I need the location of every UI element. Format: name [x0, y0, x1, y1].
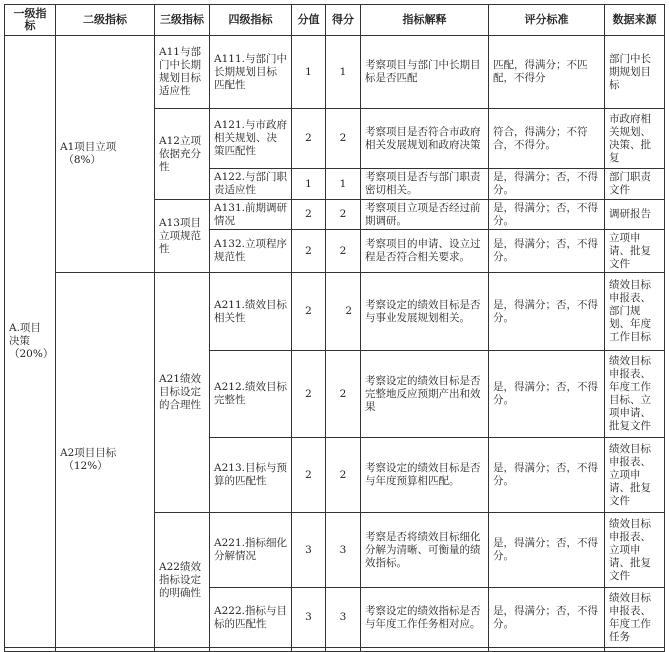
got-cell: 2: [326, 200, 361, 230]
score-cell: 2: [292, 438, 326, 513]
got-cell: 2: [326, 109, 361, 169]
a2-name: A2项目目标: [60, 447, 117, 459]
level4-cell: A213.目标与预算的匹配性: [210, 438, 292, 513]
header-level1: 一级指标: [5, 5, 56, 36]
got-cell: 1: [326, 169, 361, 200]
score-cell: 2: [292, 351, 326, 438]
a1-cell: [56, 36, 155, 273]
source-cell: 市政府相关规划、决策、批复: [605, 109, 665, 169]
criteria-cell: 是，得满分；否，不得分。: [489, 588, 605, 648]
level4-cell: A211.绩效目标相关性: [210, 273, 292, 351]
level4-cell: A212.绩效目标完整性: [210, 351, 292, 438]
explain-cell: 考察设定的绩效指标是否与年度工作任务相对应。: [361, 588, 489, 648]
a22-cell: A22绩效指标设定的明确性: [155, 513, 210, 648]
got-cell: 1: [326, 36, 361, 109]
header-got: 得分: [326, 5, 361, 36]
explain-cell: 考察项目立项是否经过前期调研。: [361, 200, 489, 230]
header-criteria: 评分标准: [489, 5, 605, 36]
level4-cell: A132.立项程序规范性: [210, 230, 292, 273]
score-cell: 1: [292, 169, 326, 200]
a1-name: A1项目立项: [60, 141, 117, 153]
criteria-cell: 匹配，得满分；不匹配，不得分: [489, 36, 605, 109]
score-cell: 2: [292, 230, 326, 273]
header-source: 数据来源: [605, 5, 665, 36]
header-level2: 二级指标: [56, 5, 155, 36]
level4-cell: A221.指标细化分解情况: [210, 513, 292, 588]
a12-cell: A12立项依据充分性: [155, 109, 210, 200]
explain-cell: 考察项目的申请、设立过程是否符合相关要求。: [361, 230, 489, 273]
score-cell: 2: [292, 273, 326, 351]
explain-cell: 考察设定的绩效目标是否与年度预算相匹配。: [361, 438, 489, 513]
a13-cell: A13项目立项规范性: [155, 200, 210, 273]
explain-cell: 考察项目与部门中长期目标是否匹配: [361, 36, 489, 109]
source-cell: 部门职责文件: [605, 169, 665, 200]
got-cell: 3: [326, 588, 361, 648]
a11-cell: A11与部门中长期规划目标适应性: [155, 36, 210, 109]
source-cell: 调研报告: [605, 200, 665, 230]
a2-cell: [56, 273, 155, 648]
level4-cell: A131.前期调研情况: [210, 200, 292, 230]
score-cell: 1: [292, 36, 326, 109]
score-cell: 2: [292, 109, 326, 169]
score-cell: 2: [292, 200, 326, 230]
source-cell: 绩效目标申报表、部门规划、年度工作目标: [605, 273, 665, 351]
header-score: 分值: [292, 5, 326, 36]
evaluation-index-table: [4, 4, 665, 652]
a2-weight: （12%）: [63, 460, 108, 472]
level1-weight: （20%）: [9, 348, 54, 360]
explain-cell: 考察项目是否与部门职责密切相关。: [361, 169, 489, 200]
got-cell: 2: [326, 273, 361, 351]
got-cell: 2: [326, 230, 361, 273]
source-cell: 绩效目标申报表、年度工作目标、立项申请、批复文件: [605, 351, 665, 438]
got-cell: 2: [326, 351, 361, 438]
criteria-cell: 是，得满分；否，不得分。: [489, 513, 605, 588]
level4-cell: A111.与部门中长期规划目标匹配性: [210, 36, 292, 109]
got-cell: 2: [326, 438, 361, 513]
a21-cell: A21绩效目标设定的合理性: [155, 273, 210, 513]
source-cell: 绩效目标申报表、年度工作任务: [605, 588, 665, 648]
explain-cell: 考察设定的绩效目标是否完整地反应预期产出和效果: [361, 351, 489, 438]
criteria-cell: 是，得满分；否，不得分。: [489, 438, 605, 513]
criteria-cell: 符合，得满分；不符合，不得分。: [489, 109, 605, 169]
level4-cell: A222.指标与目标的匹配性: [210, 588, 292, 648]
criteria-cell: 是，得满分；否，不得分。: [489, 273, 605, 351]
a1-weight: （8%）: [63, 154, 102, 166]
level1-cell: [5, 36, 56, 648]
level1-name: A.项目决策: [9, 322, 41, 347]
source-cell: 绩效目标申报表、立项申请、批复文件: [605, 438, 665, 513]
header-level3: 三级指标: [155, 5, 210, 36]
score-cell: 3: [292, 513, 326, 588]
table-row: [5, 273, 665, 351]
source-cell: 部门中长期规划目标: [605, 36, 665, 109]
explain-cell: 考察设定的绩效目标是否与事业发展规划相关。: [361, 273, 489, 351]
header-row: [5, 5, 665, 36]
explain-cell: 考察项目是否符合市政府相关发展规划和政府决策: [361, 109, 489, 169]
level4-cell: A122.与部门职责适应性: [210, 169, 292, 200]
level4-cell: A121.与市政府相关规划、决策匹配性: [210, 109, 292, 169]
got-cell: 3: [326, 513, 361, 588]
criteria-cell: 是，得满分；否，不得分。: [489, 169, 605, 200]
score-cell: 3: [292, 588, 326, 648]
criteria-cell: 是，得满分；否，不得分。: [489, 351, 605, 438]
source-cell: 绩效目标申报表、立项申请、批复文件: [605, 513, 665, 588]
header-level4: 四级指标: [210, 5, 292, 36]
table-row: [5, 36, 665, 109]
explain-cell: 考察是否将绩效目标细化分解为清晰、可衡量的绩效指标。: [361, 513, 489, 588]
source-cell: 立项申请、批复文件: [605, 230, 665, 273]
criteria-cell: 是，得满分；否，不得分。: [489, 200, 605, 230]
header-explain: 指标解释: [361, 5, 489, 36]
criteria-cell: 是，得满分；否，不得分。: [489, 230, 605, 273]
